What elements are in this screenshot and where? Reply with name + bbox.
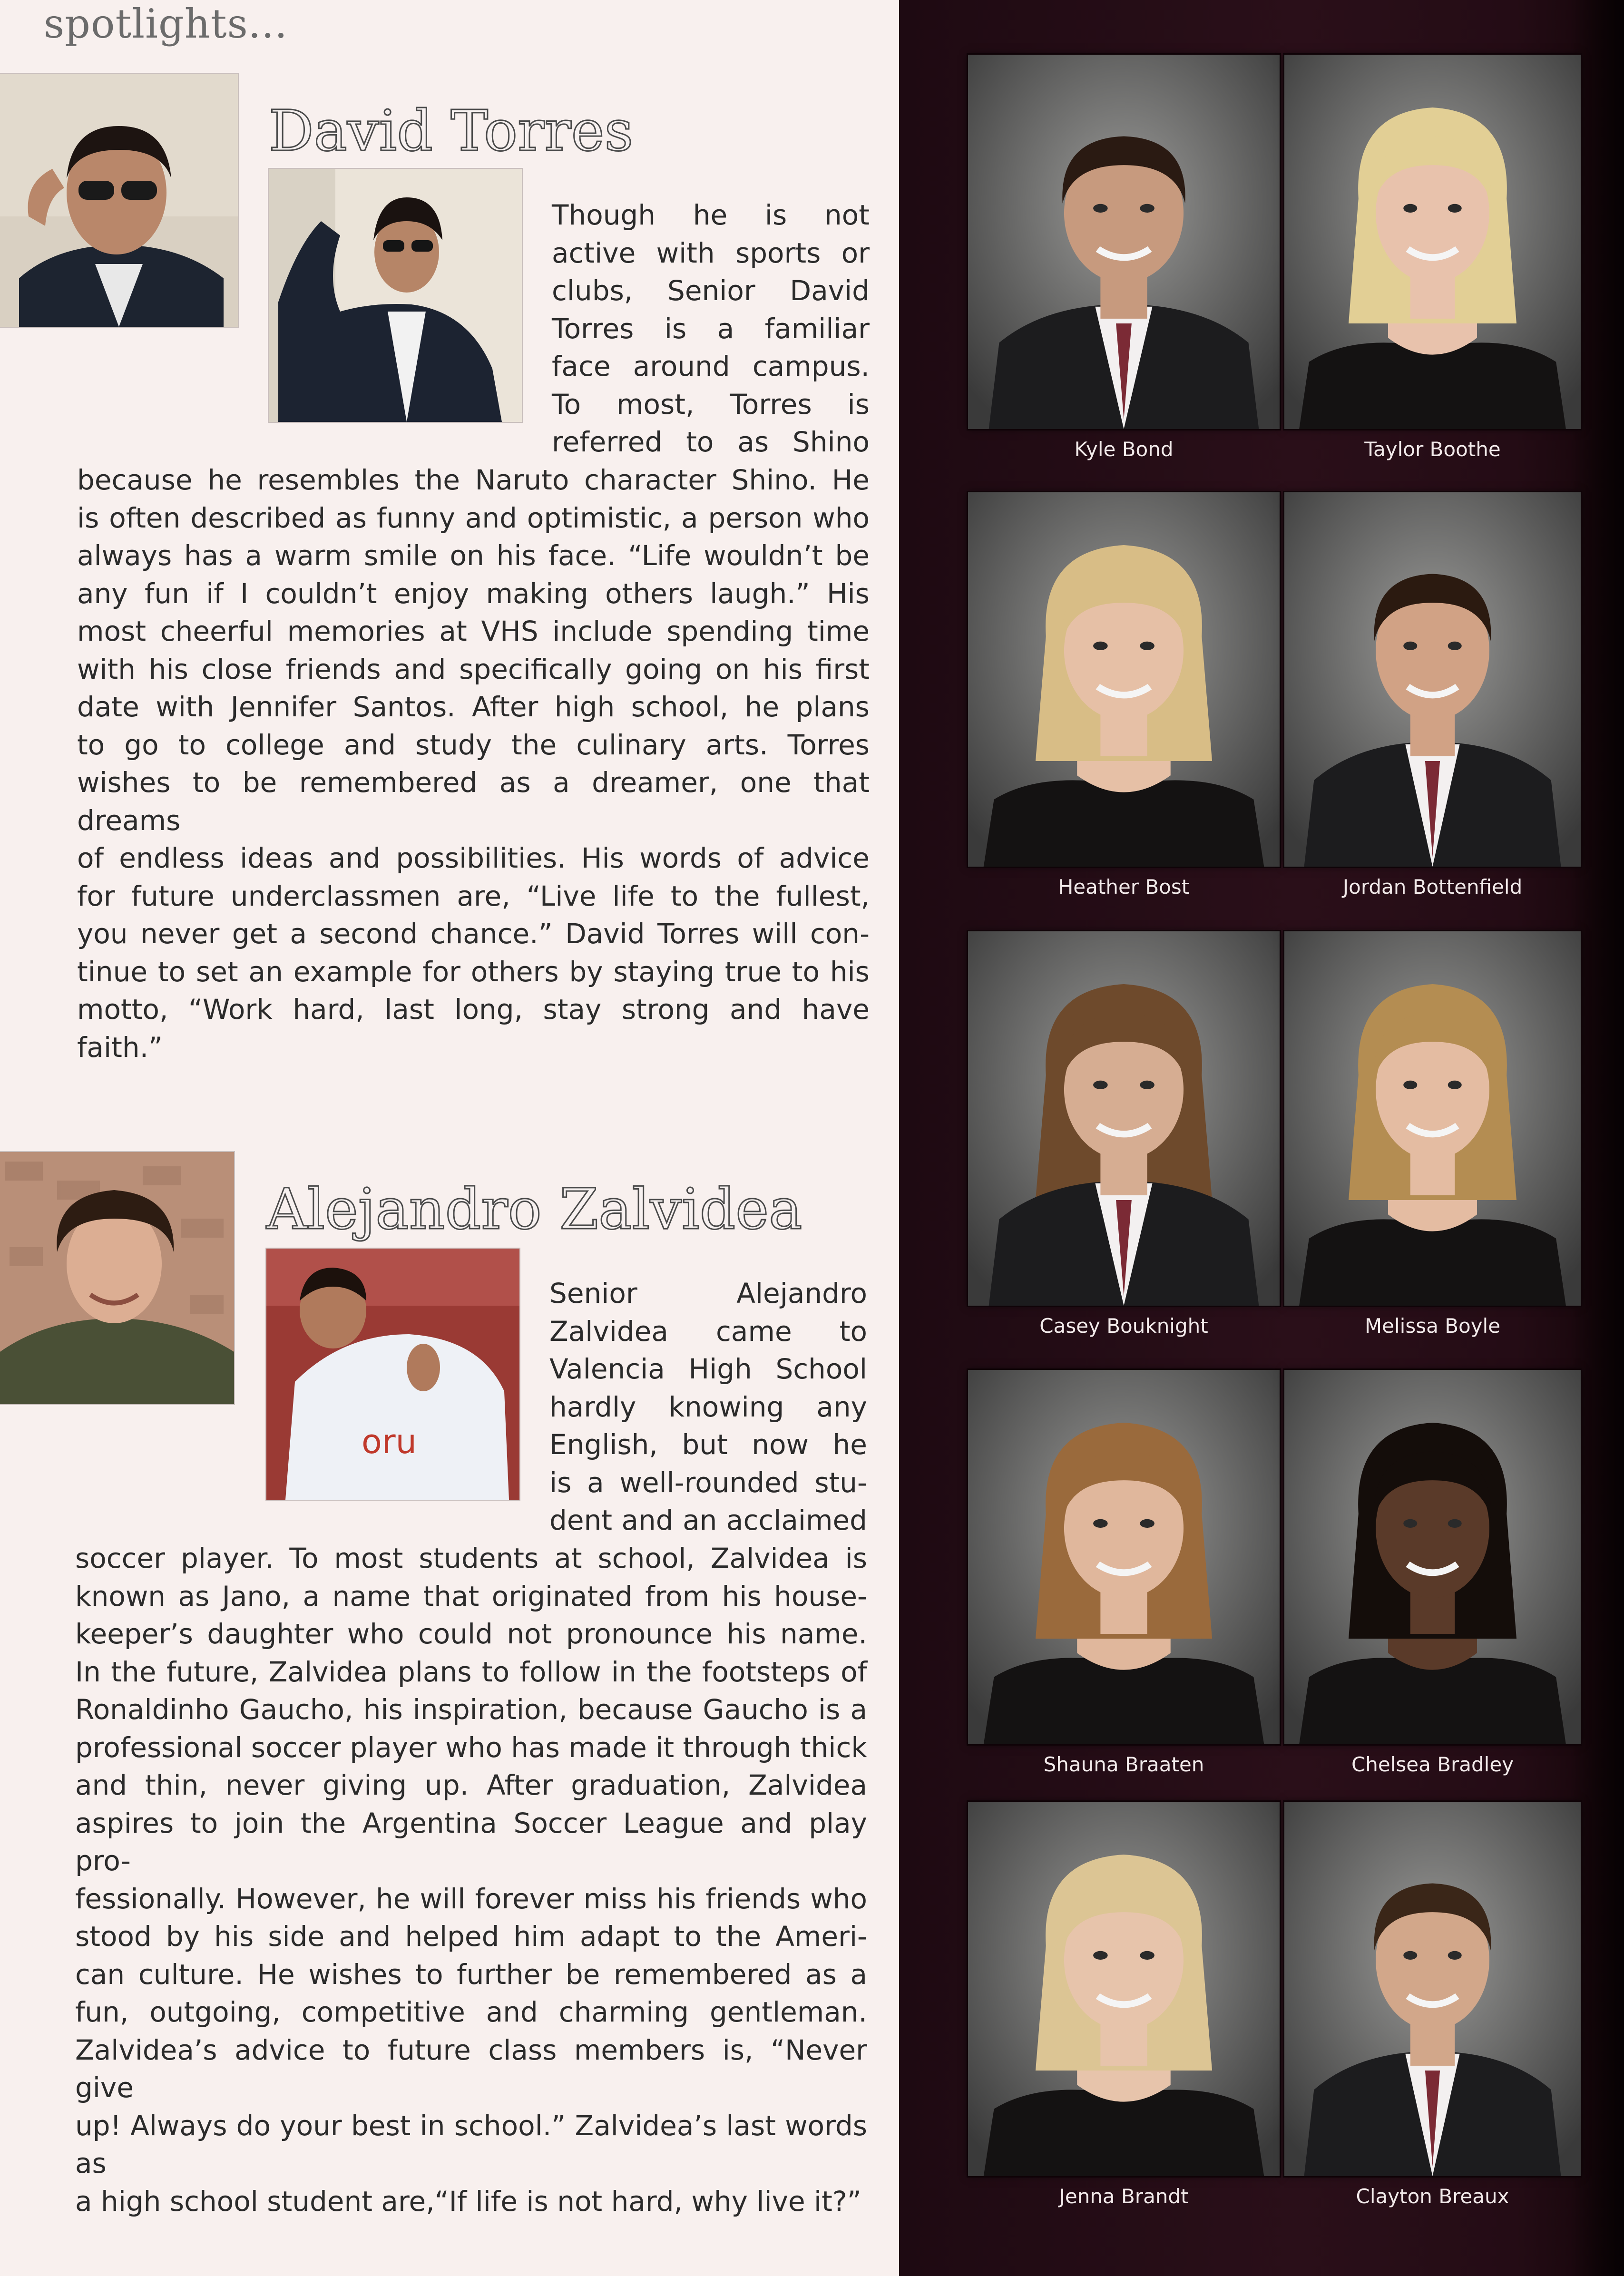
body-line: To most, Torres is (552, 388, 870, 420)
senior-portrait (968, 1802, 1280, 2176)
body-line: wishes to be remembered as a dreamer, one that dreams (77, 766, 870, 837)
senior-portrait (968, 55, 1280, 429)
senior-portrait (1284, 931, 1581, 1306)
spotlight-photo-1b (269, 169, 522, 422)
portrait-caption: Shauna Braaten (1043, 1753, 1204, 1776)
body-line: active with sports or (552, 236, 870, 269)
body-line: to go to college and study the culinary arts. Torres (77, 728, 870, 761)
body-line: and thin, never giving up. After graduation, Zalvidea (75, 1769, 867, 1801)
spotlight-photo-2a (0, 1152, 234, 1404)
body-line: is a well-rounded stu- (549, 1466, 867, 1499)
portrait-caption: Heather Bost (1058, 875, 1190, 899)
body-line: can culture. He wishes to further be remembered as a (75, 1958, 867, 1991)
body-line: with his close friends and specifically going on his first (77, 653, 870, 685)
body-line: Ronaldinho Gaucho, his inspiration, because Gaucho is a (75, 1693, 867, 1726)
body-line: Zalvidea’s advice to future class members is, “Never give (75, 2033, 867, 2104)
body-line: for future underclassmen are, “Live life to the fullest, (77, 879, 870, 912)
body-line: fun, outgoing, competitive and charming gentleman. (75, 1996, 867, 2028)
body-line: clubs, Senior David (552, 274, 870, 307)
body-line: hardly knowing any (549, 1390, 867, 1423)
senior-portrait (1284, 1370, 1581, 1744)
body-line: of endless ideas and possibilities. His words of advice (77, 842, 870, 874)
svg-text:oru: oru (362, 1422, 417, 1461)
spotlight-name-2: Alejandro Zalvidea (266, 1176, 802, 1242)
portrait-caption: Melissa Boyle (1364, 1314, 1501, 1338)
body-line: date with Jennifer Santos. After high school, he plans (77, 691, 870, 723)
body-line: professional soccer player who has made it through thick (75, 1731, 867, 1764)
body-line: known as Jano, a name that originated from his house- (75, 1580, 867, 1612)
body-line: any fun if I couldn’t enjoy making others laugh.” His (77, 577, 870, 610)
portrait-caption: Taylor Boothe (1364, 438, 1501, 461)
body-line: up! Always do your best in school.” Zalvidea’s last words as (75, 2109, 867, 2179)
body-line: a high school student are,“If life is not hard, why live it?” (75, 2185, 861, 2217)
body-line: most cheerful memories at VHS include spending time (77, 615, 870, 647)
body-line: Valencia High School (549, 1353, 867, 1385)
body-line: aspires to join the Argentina Soccer League and play pro- (75, 1807, 867, 1877)
portrait-caption: Jordan Bottenfield (1342, 875, 1523, 899)
body-line: dent and an acclaimed (549, 1504, 867, 1536)
portrait-caption: Casey Bouknight (1039, 1314, 1208, 1338)
body-line: Senior Alejandro (549, 1277, 867, 1309)
senior-portrait (1284, 55, 1581, 429)
senior-portrait (968, 1370, 1280, 1744)
spotlight-body-2-narrow (549, 1275, 867, 1540)
body-line: is often described as funny and optimistic, a person who (77, 501, 870, 534)
spotlight-photo-2b (266, 1249, 519, 1500)
body-line: you never get a second chance.” David Torres will con- (77, 918, 870, 950)
portrait-caption: Kyle Bond (1074, 438, 1174, 461)
body-line: always has a warm smile on his face. “Life wouldn’t be (77, 539, 870, 572)
body-line: stood by his side and helped him adapt to the Ameri- (75, 1920, 867, 1953)
senior-portrait (968, 492, 1280, 867)
body-line: motto, “Work hard, last long, stay strong and have faith.” (77, 993, 870, 1064)
body-line: In the future, Zalvidea plans to follow in the footsteps of (75, 1655, 867, 1688)
body-line: tinue to set an example for others by staying true to his (77, 955, 870, 988)
body-line: soccer player. To most students at school, Zalvidea is (75, 1542, 867, 1574)
body-line: Torres is a familiar (552, 312, 870, 345)
senior-portrait (968, 931, 1280, 1306)
body-line: face around campus. (552, 350, 870, 382)
body-line: Though he is not (552, 199, 870, 231)
body-line: because he resembles the Naruto character Shino. He (77, 464, 870, 496)
body-line: fessionally. However, he will forever miss his friends who (75, 1882, 867, 1915)
senior-portrait (1284, 1802, 1581, 2176)
section-header: spotlights... (44, 0, 288, 47)
body-line: English, but now he (549, 1428, 867, 1461)
spotlight-name-1: David Torres (269, 98, 634, 164)
body-line: keeper’s daughter who could not pronounce his name. (75, 1618, 867, 1650)
portrait-caption: Clayton Breaux (1356, 2185, 1509, 2208)
senior-portrait (1284, 492, 1581, 867)
body-line: referred to as Shino (552, 426, 870, 458)
portrait-caption: Jenna Brandt (1059, 2185, 1189, 2208)
spotlight-photo-1a (0, 74, 238, 327)
spotlight-body-1-wide (77, 461, 870, 1066)
portrait-caption: Chelsea Bradley (1351, 1753, 1514, 1776)
body-line: Zalvidea came to (549, 1315, 867, 1348)
spotlight-body-2-wide (75, 1540, 867, 2220)
spotlight-body-1-narrow (552, 196, 870, 461)
